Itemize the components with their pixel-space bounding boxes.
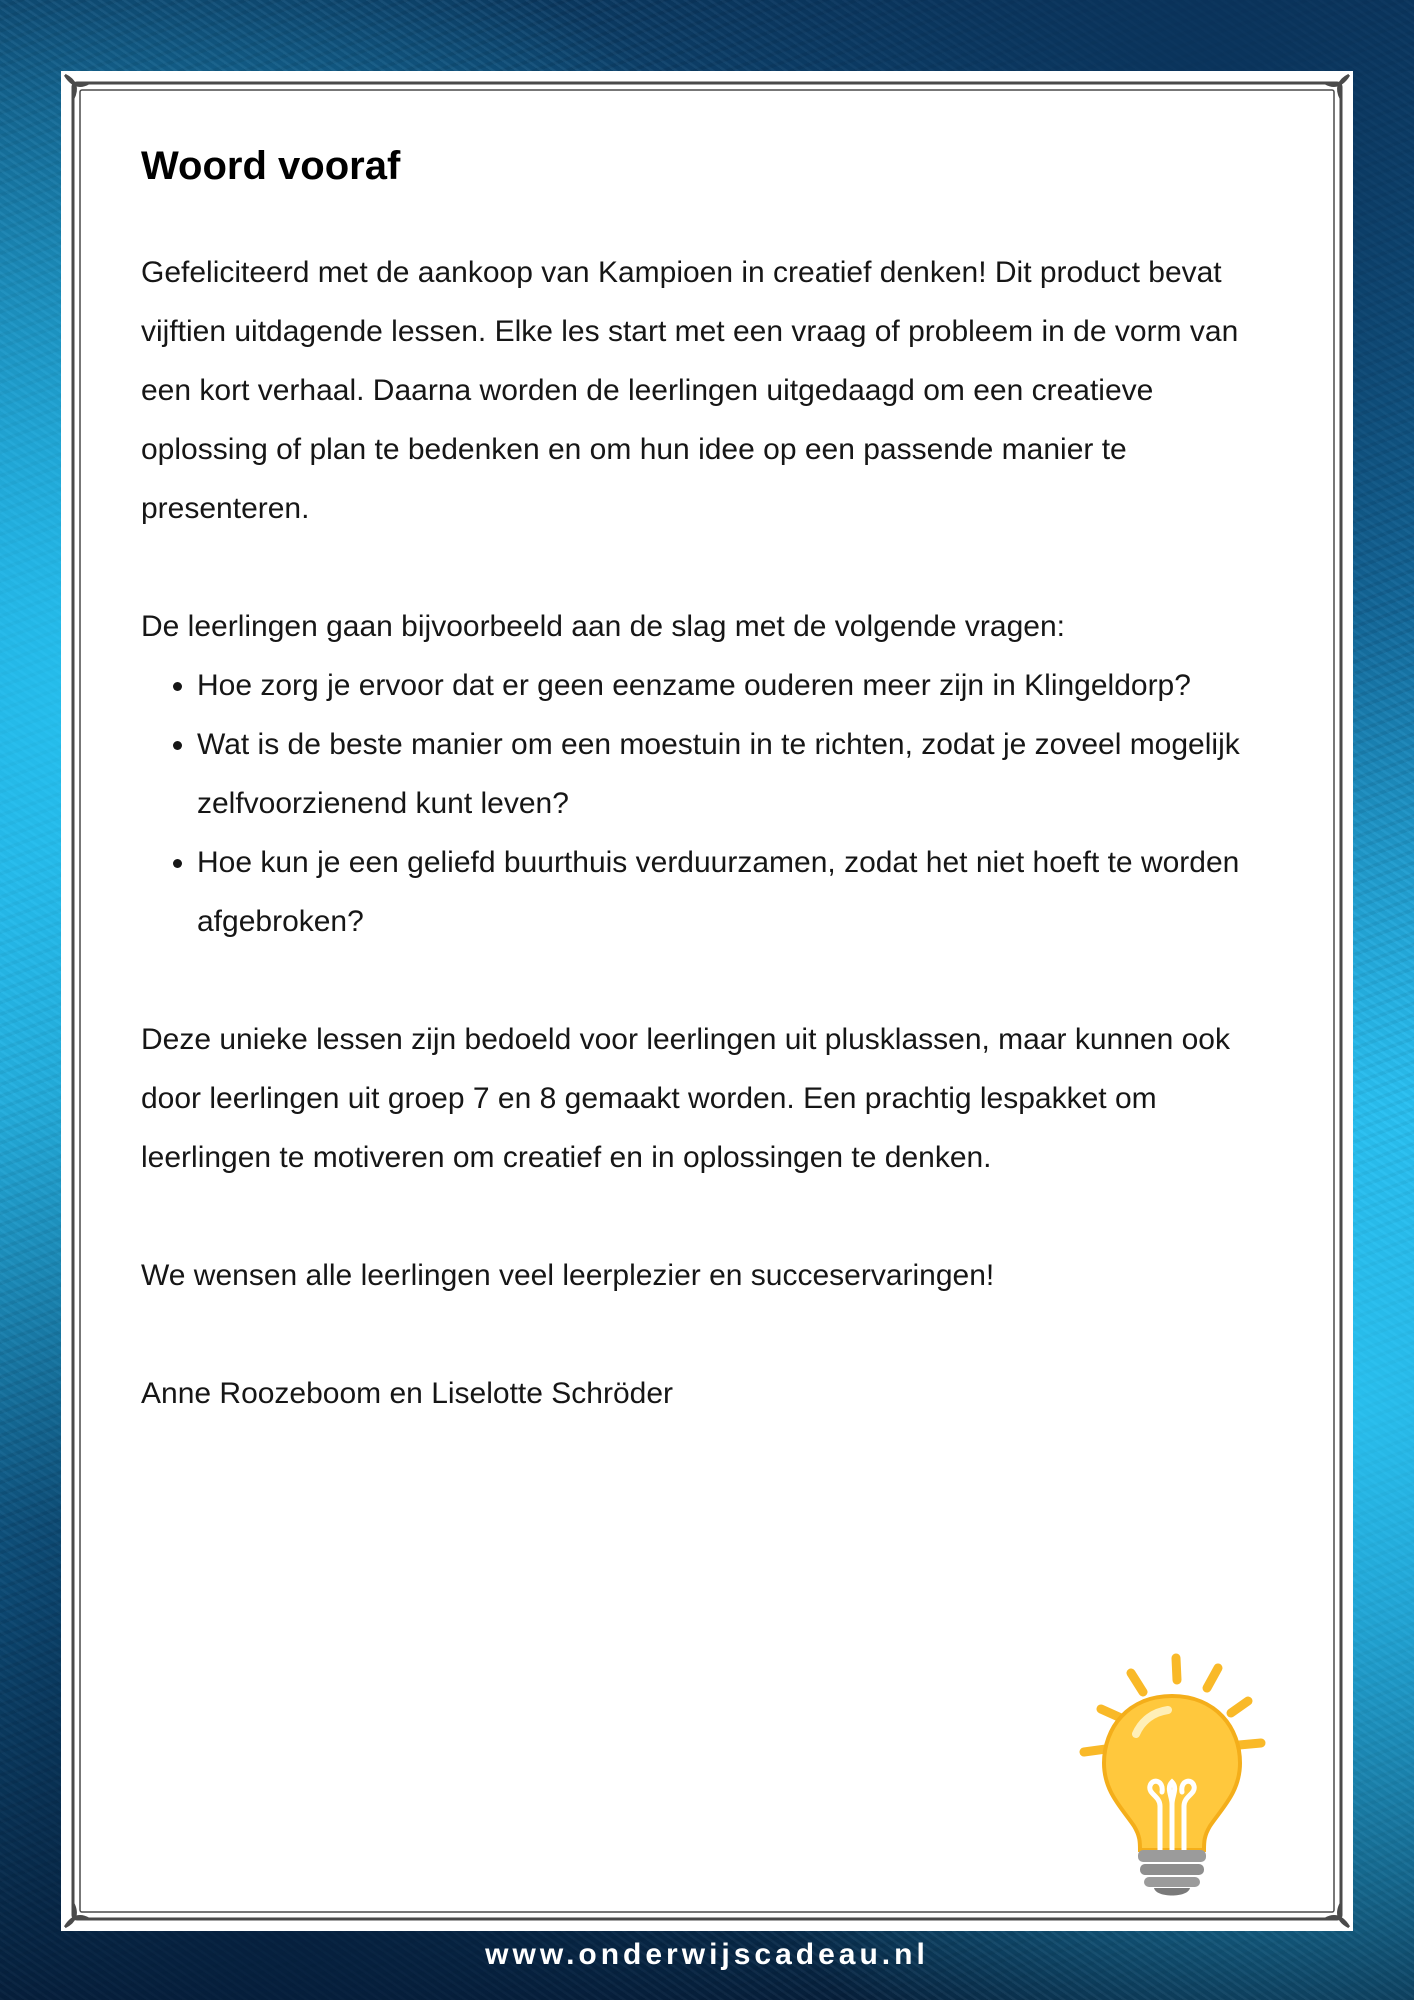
list-item: • Hoe zorg je ervoor dat er geen eenzame ouderen meer zijn in Klingeldorp?: [197, 656, 1261, 715]
document-page: [61, 71, 1353, 1931]
audience-paragraph: Deze unieke lessen zijn bedoeld voor leerlingen uit plusklassen, maar kunnen ook door leerlingen uit groep 7 en 8 gemaakt worden. Een prachtig lespakket om leerlingen te motiveren om creatief en in oplossingen te denken.: [141, 1023, 1230, 1174]
list-item: • Wat is de beste manier om een moestuin in te richten, zodat je zoveel mogelijk zelfvoorzienend kunt leven?: [197, 715, 1261, 833]
intro-paragraph: Gefeliciteerd met de aankoop van Kampioen in creatief denken! Dit product bevat vijftien uitdagende lessen. Elke les start met een vraag of probleem in de vorm van een kort verhaal. Daarna worden de leerlingen uitgedaagd om een creatieve oplossing of plan te bedenken en om hun idee op een passende manier te presenteren.: [141, 256, 1239, 525]
list-item: • Hoe kun je een geliefd buurthuis verduurzamen, zodat het niet hoeft te worden afgebroken?: [197, 833, 1261, 951]
authors-signature: Anne Roozeboom en Liselotte Schröder: [141, 1377, 674, 1410]
questions-intro: De leerlingen gaan bijvoorbeeld aan de slag met de volgende vragen:: [141, 610, 1065, 643]
wishes-paragraph: We wensen alle leerlingen veel leerplezier en succeservaringen!: [141, 1259, 995, 1292]
page-title: Woord vooraf: [141, 144, 401, 188]
footer-url: www.onderwijscadeau.nl: [485, 1938, 929, 1971]
document-body: [141, 141, 1261, 1482]
questions-list: [141, 656, 1261, 951]
lightbulb-icon: [1076, 1646, 1316, 1896]
